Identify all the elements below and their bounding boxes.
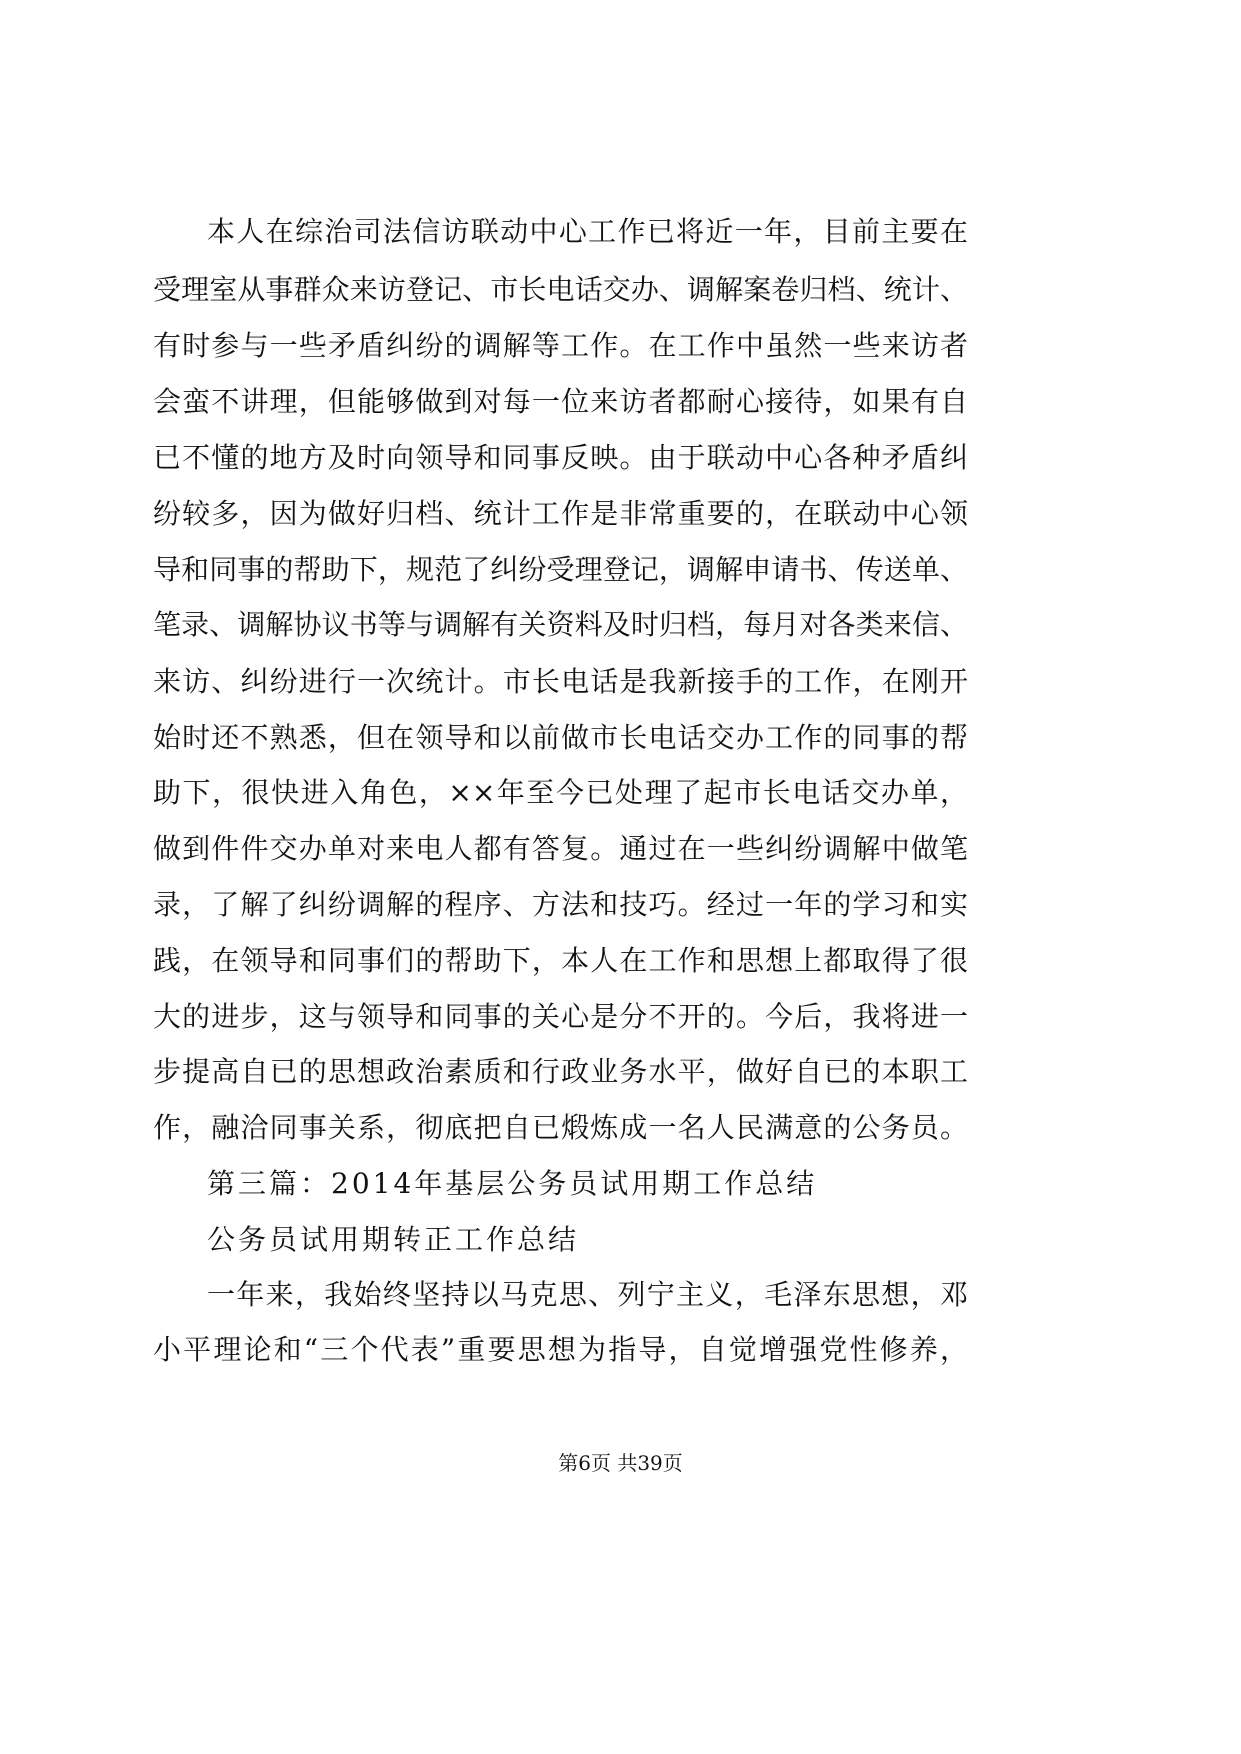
text-line: 步提高自已的思想政治素质和行政业务水平，做好自已的本职工 [153, 1055, 968, 1088]
text-line: 本人在综治司法信访联动中心工作已将近一年，目前主要在 [207, 215, 968, 248]
text-line: 大的进步，这与领导和同事的关心是分不开的。今后，我将进一 [153, 1000, 968, 1033]
text-line: 作，融洽同事关系，彻底把自已煅炼成一名人民满意的公务员。 [153, 1111, 968, 1144]
text-line: 始时还不熟悉，但在领导和以前做市长电话交办工作的同事的帮 [153, 721, 968, 754]
section-subheading: 公务员试用期转正工作总结 [207, 1223, 580, 1256]
section-heading: 第三篇：2014年基层公务员试用期工作总结 [207, 1167, 818, 1200]
text-line: 会蛮不讲理，但能够做到对每一位来访者都耐心接待，如果有自 [153, 385, 968, 418]
text-line: 来访、纠纷进行一次统计。市长电话是我新接手的工作，在刚开 [153, 665, 968, 698]
text-line: 笔录、调解协议书等与调解有关资料及时归档，每月对各类来信、 [153, 608, 968, 641]
text-line: 已不懂的地方及时向领导和同事反映。由于联动中心各种矛盾纠 [153, 441, 968, 474]
text-line: 小平理论和“三个代表”重要思想为指导，自觉增强党性修养， [153, 1333, 968, 1366]
text-line: 导和同事的帮助下，规范了纠纷受理登记，调解申请书、传送单、 [153, 553, 968, 586]
page-footer: 第6页 共39页 [558, 1451, 683, 1475]
text-line: 受理室从事群众来访登记、市长电话交办、调解案卷归档、统计、 [153, 273, 968, 306]
text-line: 录，了解了纠纷调解的程序、方法和技巧。经过一年的学习和实 [153, 888, 968, 921]
text-line: 践，在领导和同事们的帮助下，本人在工作和思想上都取得了很 [153, 944, 968, 977]
text-line: 有时参与一些矛盾纠纷的调解等工作。在工作中虽然一些来访者 [153, 329, 968, 362]
text-line: 一年来，我始终坚持以马克思、列宁主义，毛泽东思想，邓 [207, 1278, 968, 1311]
text-line: 纷较多，因为做好归档、统计工作是非常重要的，在联动中心领 [153, 497, 968, 530]
text-line: 助下，很快进入角色，××年至今已处理了起市长电话交办单， [153, 776, 968, 809]
text-line: 做到件件交办单对来电人都有答复。通过在一些纠纷调解中做笔 [153, 832, 968, 865]
